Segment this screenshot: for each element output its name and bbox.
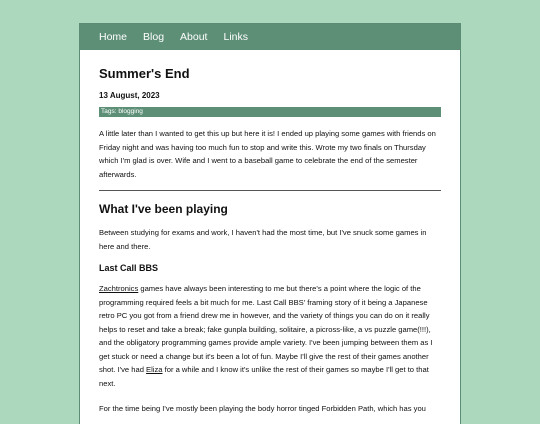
post-title: Summer's End — [99, 66, 190, 81]
section-divider — [99, 190, 441, 191]
section-heading: What I've been playing — [99, 202, 228, 216]
paragraph-text-part1: games have always been interesting to me but there's a point where the logic of the programming required feels a bit much for me. Last Call BBS' framing story of it being a Japanese retro PC you got from a friend drew me in however, and the variety of things you can do on it really helps to reset and take a break; fake gunpla building, solitaire, a picross-like, a vs puzzle game(!!!), and the obligatory programming games provide ample variety. I've been jumping between them as I get stuck or need a change but it's been a lot of fun. Maybe I'll give the rest of their games another shot. I've had — [99, 284, 433, 374]
post-tags[interactable]: Tags: blogging — [99, 107, 441, 117]
last-call-bbs-paragraph — [99, 282, 441, 390]
subsection-heading: Last Call BBS — [99, 263, 159, 273]
post-date: 13 August, 2023 — [99, 91, 160, 100]
top-nav — [80, 24, 460, 50]
nav-links-link[interactable]: Links — [223, 31, 248, 43]
forbidden-path-paragraph: For the time being I've mostly been playing the body horror tinged Forbidden Path, which has you — [99, 404, 426, 413]
intro-paragraph: A little later than I wanted to get this up but here it is! I ended up playing some games with friends on Friday night and was having too much fun to stop and write this. Wrote my two finals on Thursday which I'm glad is over. Wife and I went to a baseball game to celebrate the end of the semester afterwards. — [99, 129, 436, 179]
zachtronics-link[interactable]: Zachtronics — [99, 284, 139, 293]
nav-about-link[interactable]: About — [180, 31, 208, 43]
eliza-link[interactable]: Eliza — [146, 365, 163, 374]
section-intro-paragraph: Between studying for exams and work, I haven't had the most time, but I've snuck some games in here and there. — [99, 228, 427, 251]
post-content — [80, 66, 460, 416]
paragraph-text-part2: for a while and I know it's unlike the rest of their games so maybe I'll get to that next. — [99, 365, 429, 388]
nav-blog-link[interactable]: Blog — [143, 31, 165, 43]
page-container — [80, 24, 460, 424]
nav-home-link[interactable]: Home — [99, 31, 128, 43]
